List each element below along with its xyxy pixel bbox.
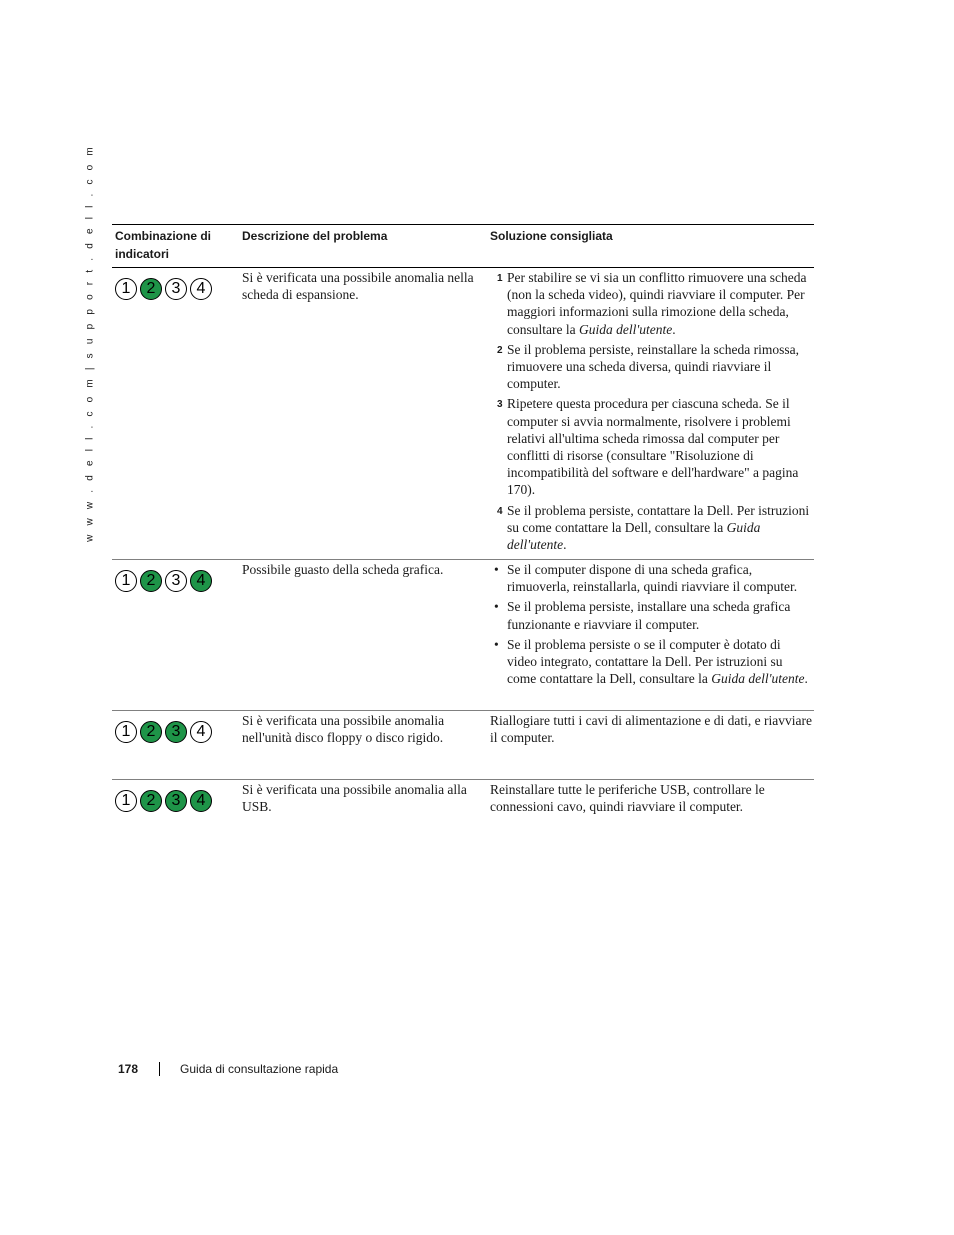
problem-description: Si è verificata una possibile anomalia nell'unità disco floppy o disco rigido. [242,713,445,746]
led-indicator-icon: 2 [140,570,162,592]
solution-text: Reinstallare tutte le periferiche USB, controllare le connessioni cavo, quindi riavviare il computer. [490,782,765,815]
led-indicator-icon: 4 [190,721,212,743]
solution-bullet: • Se il problema persiste, installare una scheda grafica funzionante e riavviare il computer. [494,599,791,632]
footer-title: Guida di consultazione rapida [180,1062,339,1076]
led-indicator-icon: 3 [165,790,187,812]
led-indicator-icon: 3 [165,721,187,743]
led-indicator-icon: 4 [190,790,212,812]
led-indicator-icon: 1 [115,570,137,592]
indicator-pattern [112,711,242,779]
solution-text: Riallogiare tutti i cavi di alimentazione e di dati, e riavviare il computer. [490,713,813,746]
header-description: Descrizione del problema [242,229,388,243]
led-indicator-icon: 2 [140,278,162,300]
table-row [112,268,814,560]
solution-steps [490,560,814,710]
problem-description: Si è verificata una possibile anomalia nella scheda di espansione. [242,270,474,303]
led-indicator-icon: 4 [190,570,212,592]
table-header [112,225,814,268]
table-row [112,560,814,711]
led-indicator-icon: 3 [165,570,187,592]
footer-divider [159,1062,160,1076]
page-footer [118,1062,338,1076]
led-indicator-icon: 2 [140,721,162,743]
indicator-table [112,224,814,827]
bullet-icon: • [494,636,499,652]
solution-step: 3 Ripetere questa procedura per ciascuna scheda. Se il computer si avvia normalmente, risolvere i problemi relativi all'ultima scheda rimossa dal computer per conflitti di risorse (consultare "Risoluzione di incompatibilità del software e dell'hardware" a pagina 170). [497,396,799,498]
table-row [112,780,814,827]
solution-step: 4 Se il problema persiste, contattare la Dell. Per istruzioni su come contattare la Dell, consultare la Guida dell'utente. [497,502,810,553]
led-indicator-icon: 2 [140,790,162,812]
bullet-icon: • [494,599,499,615]
led-indicator-icon: 4 [190,278,212,300]
table-row [112,711,814,780]
page-number: 178 [118,1062,139,1076]
bullet-icon: • [494,562,499,577]
header-solution: Soluzione consigliata [490,229,613,243]
indicator-pattern [112,560,242,710]
solution-step: 2 Se il problema persiste, reinstallare la scheda rimossa, rimuovere una scheda diversa, quindi riavviare il computer. [497,341,800,392]
led-indicator-icon: 1 [115,790,137,812]
indicator-pattern [112,268,242,559]
led-indicator-icon: 1 [115,721,137,743]
solution-steps [490,268,814,559]
problem-description: Si è verificata una possibile anomalia alla USB. [242,782,467,815]
solution-bullet: • Se il computer dispone di una scheda grafica, rimuoverla, reinstallarla, quindi riavviare il computer. [494,562,798,595]
solution-step: 1 Per stabilire se vi sia un conflitto rimuovere una scheda (non la scheda video), quindi riavviare il computer. Per maggiori informazioni sulla rimozione della scheda, consultare la Guida dell'utente. [497,270,807,337]
solution-bullet: • Se il problema persiste o se il computer è dotato di video integrato, contattare la Dell. Per istruzioni su come contattare la Dell, consultare la Guida dell'utente. [494,636,808,687]
led-indicator-icon: 3 [165,278,187,300]
header-indicators: Combinazione di indicatori [115,229,211,261]
indicator-pattern [112,780,242,827]
sidebar-url [80,144,100,542]
led-indicator-icon: 1 [115,278,137,300]
problem-description: Possibile guasto della scheda grafica. [242,562,444,577]
sidebar-url-text: w w w . d e l l . c o m | s u p p o r t . d e l l . c o m [84,144,96,542]
